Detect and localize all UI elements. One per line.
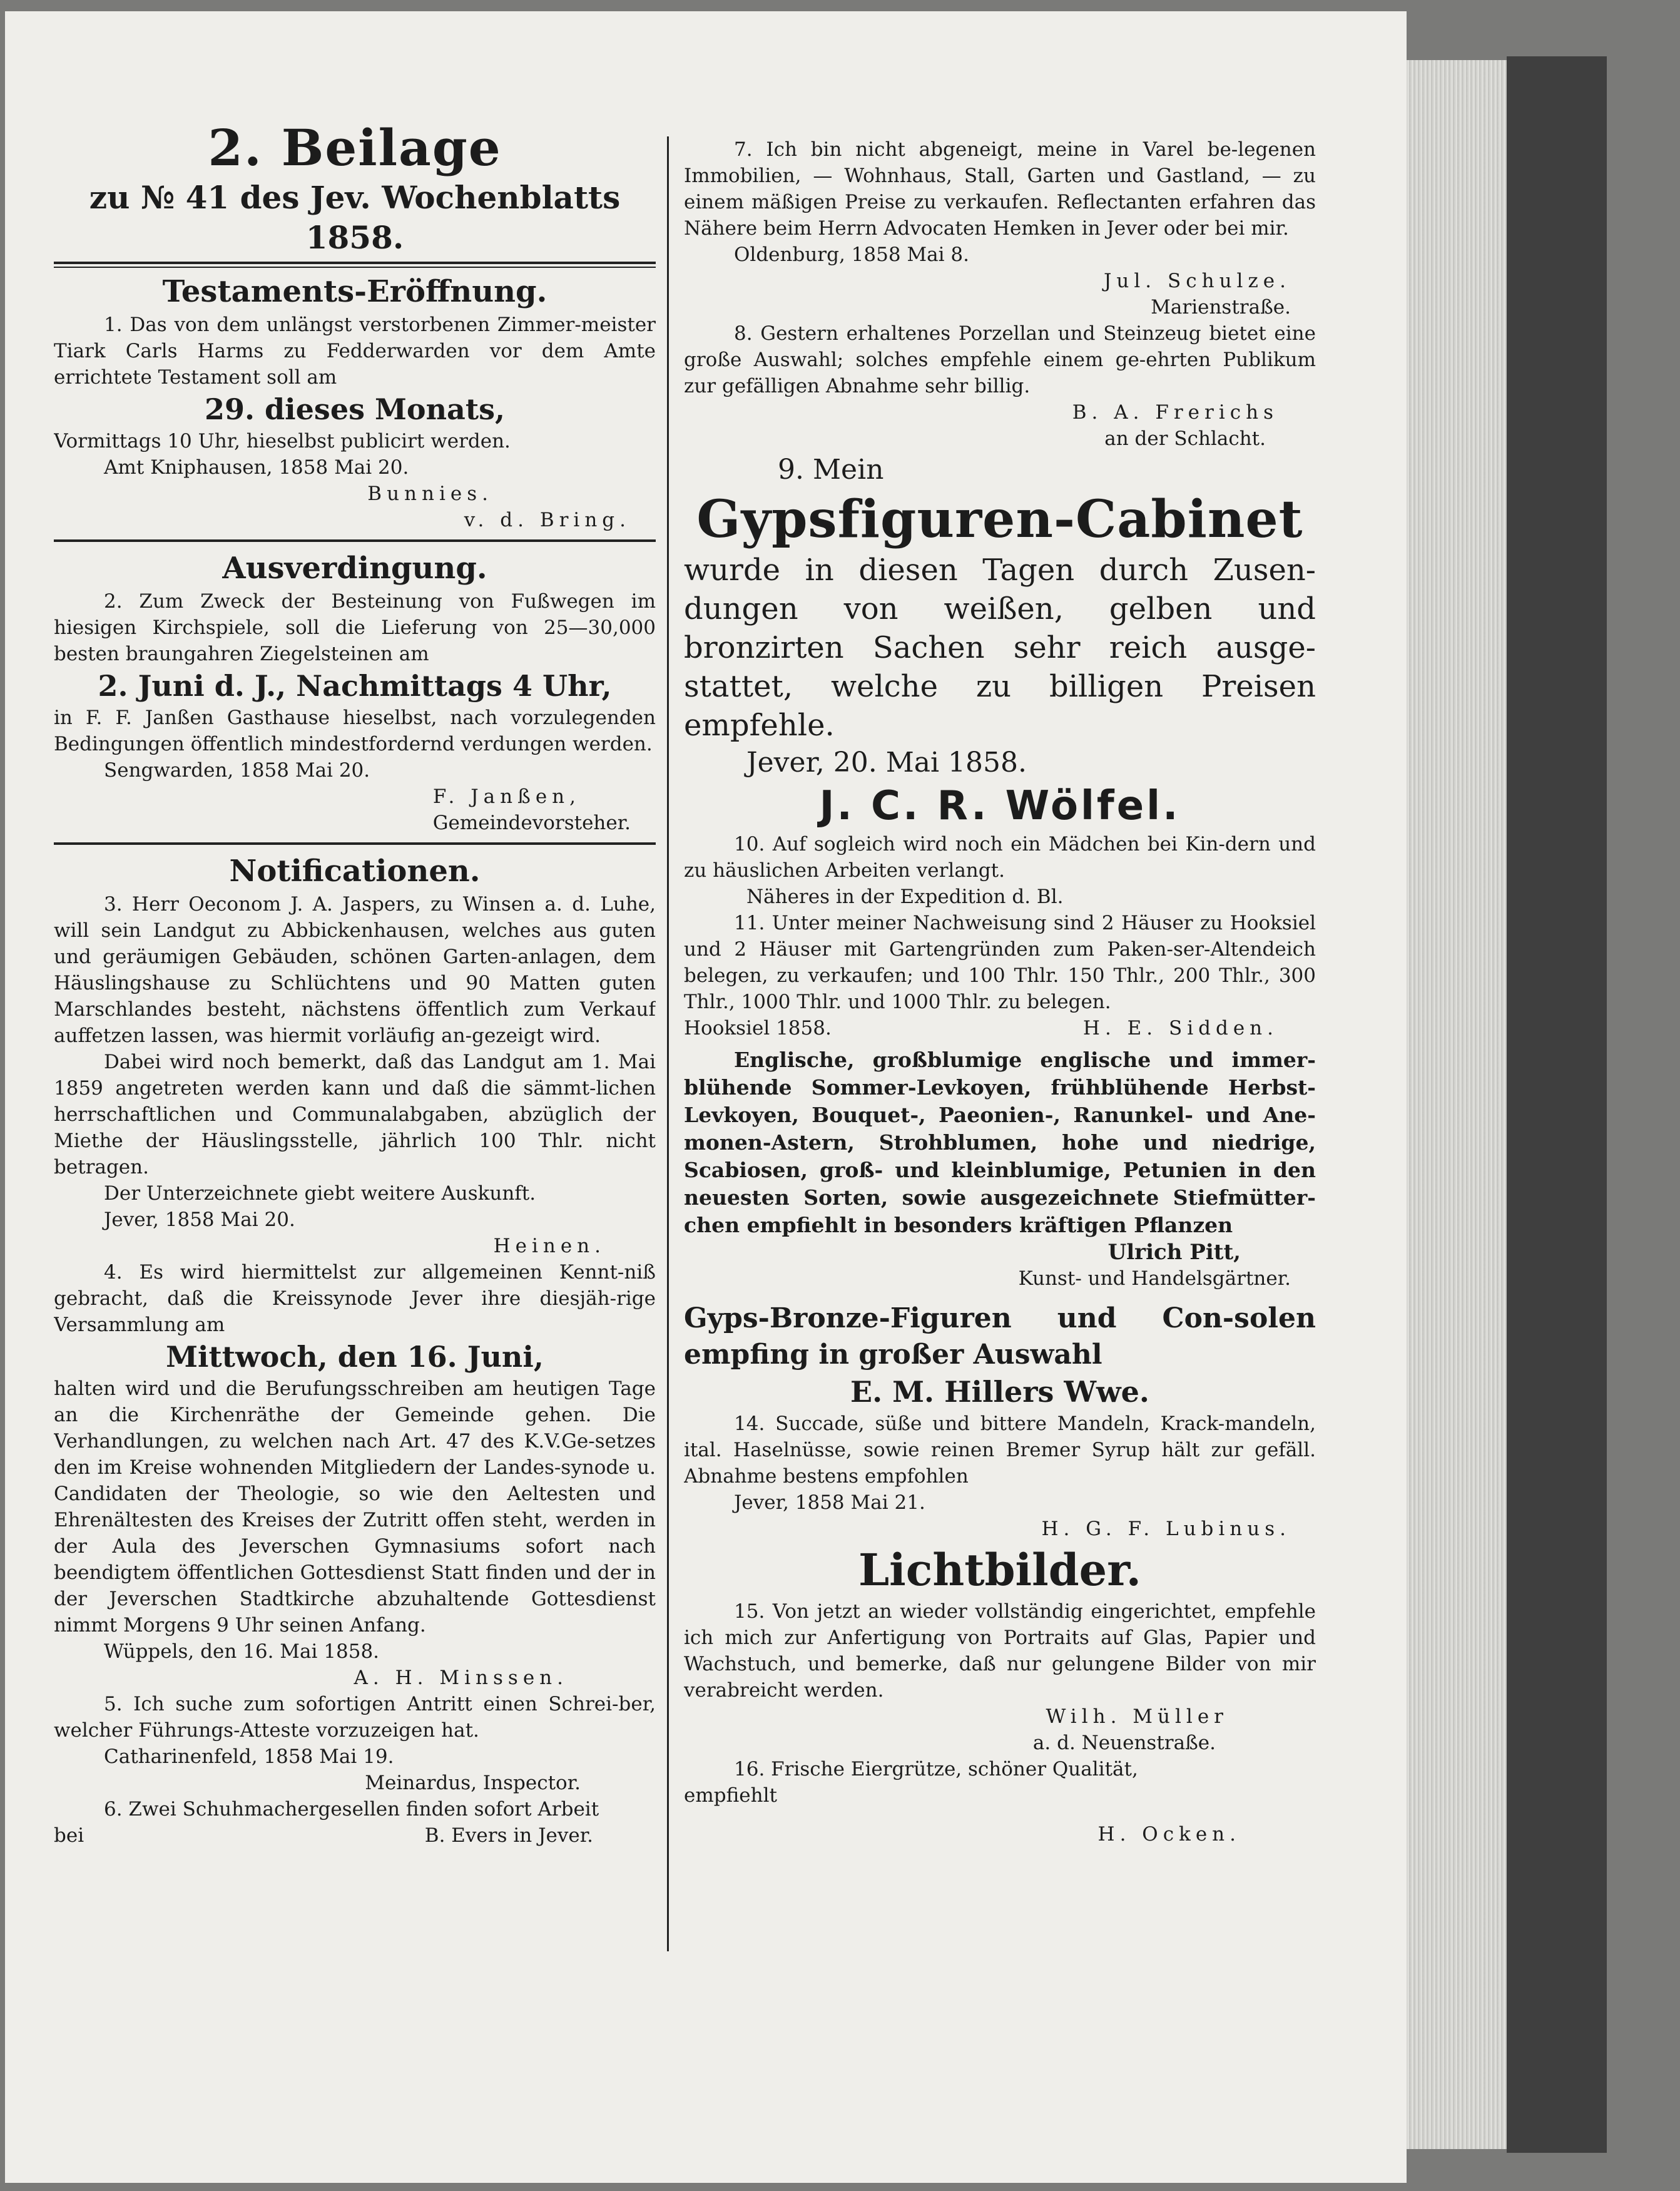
notice-6-line xyxy=(54,1822,656,1849)
notice-9-title: Gypsfiguren-Cabinet xyxy=(696,489,1303,549)
header-rule xyxy=(54,262,656,268)
notice-5-text: 5. Ich suche zum sofortigen Antritt einen Schrei-ber, welcher Führungs-Atteste vorzuzeigen hat. xyxy=(54,1693,656,1742)
notice-4-text: 4. Es wird hiermittelst zur allgemeinen Kennt-niß gebracht, daß die Kreissynode Jever ihre diesjäh-rige Versammlung am xyxy=(54,1261,656,1336)
notice-1-date: 29. dieses Monats, xyxy=(204,392,506,426)
notice-4-date: Mittwoch, den 16. Juni, xyxy=(166,1340,544,1374)
notice-9-signature: J. C. R. Wölfel. xyxy=(819,783,1181,829)
notice-1-signature-2: v. d. Bring. xyxy=(464,509,631,531)
notice-3-signature: Heinen. xyxy=(493,1235,606,1257)
section-title-ausverdingung: Ausverdingung. xyxy=(222,551,487,586)
notice-9-mein: Mein xyxy=(812,454,884,486)
notice-16-signature: H. Ocken. xyxy=(1097,1823,1241,1846)
notice-2-place: Sengwarden, 1858 Mai 20. xyxy=(104,759,370,782)
notice-6-signature: B. Evers in Jever. xyxy=(424,1824,593,1847)
notice-2-signature-2: Gemeindevorsteher. xyxy=(432,812,631,834)
notice-13-signature: E. M. Hillers Wwe. xyxy=(850,1375,1149,1409)
notice-12-signature-2: Kunst- und Handelsgärtner. xyxy=(1018,1267,1291,1290)
notice-3-text: 3. Herr Oeconom J. A. Jaspers, zu Winsen a. d. Luhe, will sein Landgut zu Abbickenhausen, welches aus guten und geräumigen Gebäuden, schönen Garten-anlagen, dem Häuslingshause zu Schlüchtens und 90 Matten guten Marschlandes besteht, nächstens öffentlich zum Verkauf auffetzen lassen, was hiermit vorläufig an-gezeigt wird. xyxy=(54,893,656,1047)
notice-4-signature: A. H. Minssen. xyxy=(354,1667,568,1689)
notice-7-signature: Jul. Schulze. xyxy=(1104,270,1291,292)
notice-3-text-3: Der Unterzeichnete giebt weitere Auskunft. xyxy=(104,1182,536,1205)
notice-9-place: Jever, 20. Mai 1858. xyxy=(746,747,1027,779)
notice-9-text: wurde in diesen Tagen durch Zusen-dungen von weißen, gelben und bronzirten Sachen sehr reich ausge-stattet, welche zu billigen Preisen empfehle. xyxy=(684,553,1316,743)
section-rule-1 xyxy=(54,539,656,542)
notice-11-signature: H. E. Sidden. xyxy=(1082,1017,1278,1039)
notice-10-text: 10. Auf sogleich wird noch ein Mädchen bei Kin-dern und zu häuslichen Arbeiten verlangt. xyxy=(684,833,1316,882)
notice-8-text: 8. Gestern erhaltenes Porzellan und Steinzeug bietet eine große Auswahl; solches empfehle einem ge-ehrten Publikum zur gefälligen Abnahme sehr billig. xyxy=(684,322,1316,397)
notice-1-place: Amt Kniphausen, 1858 Mai 20. xyxy=(104,456,409,479)
notice-4-place: Wüppels, den 16. Mai 1858. xyxy=(104,1640,380,1663)
notice-13-text: Gyps-Bronze-Figuren und Con-solen empfing in großer Auswahl xyxy=(684,1302,1316,1371)
notice-2-text-2: in F. F. Janßen Gasthause hieselbst, nach vorzulegenden Bedingungen öffentlich mindestfordernd verdungen werden. xyxy=(54,707,656,755)
notice-11-text: 11. Unter meiner Nachweisung sind 2 Häuser zu Hooksiel und 2 Häuser mit Gartengründen zum Paken-ser-Altendeich belegen, zu verkaufen; und 100 Thlr. 150 Thlr., 200 Thlr., 300 Thlr., 1000 Thlr. und 1000 Thlr. zu belegen. xyxy=(684,912,1316,1013)
notice-16-text-2: empfiehlt xyxy=(684,1784,777,1807)
notice-11-line xyxy=(684,1015,1316,1041)
right-column xyxy=(684,11,1316,2183)
notice-6-bei: bei xyxy=(54,1824,84,1847)
notice-4-text-2: halten wird und die Berufungsschreiben am heutigen Tage an die Kirchenräthe der Gemeinde gehen. Die Verhandlungen, zu welchen nach Art. 47 des K.V.Ge-setzes den im Kreise wohnenden Mitgliedern der Landes-synode u. Candidaten der Theologie, so wie den Aeltesten und Ehrenältesten des Kreises der Zutritt offen steht, werden in der Aula des Jeverschen Gymnasiums sofort nach beendigtem öffentlichen Gottesdienst Statt finden und der in der Jeverschen Stadtkirche abzuhaltende Gottesdienst nimmt Morgens 9 Uhr seinen Anfang. xyxy=(54,1377,656,1637)
notice-3-place: Jever, 1858 Mai 20. xyxy=(104,1208,295,1231)
newspaper-page xyxy=(5,11,1407,2183)
notice-12-signature: Ulrich Pitt, xyxy=(1107,1240,1241,1265)
supplement-title: 2. Beilage xyxy=(208,118,502,177)
notice-2-text: 2. Zum Zweck der Besteinung von Fußwegen im hiesigen Kirchspiele, soll die Lieferung von 25—30,000 besten braungahren Ziegelsteinen am xyxy=(54,590,656,665)
notice-1-text: 1. Das von dem unlängst verstorbenen Zimmer-meister Tiark Carls Harms zu Fedderwarden vor dem Amte errichtete Testament soll am xyxy=(54,314,656,389)
section-rule-2 xyxy=(54,842,656,845)
notice-15-signature: Wilh. Müller xyxy=(1046,1705,1228,1728)
notice-2-date: 2. Juni d. J., Nachmittags 4 Uhr, xyxy=(98,669,612,703)
notice-15-signature-2: a. d. Neuenstraße. xyxy=(1032,1732,1216,1754)
notice-3-text-2: Dabei wird noch bemerkt, daß das Landgut am 1. Mai 1859 angetreten werden kann und daß die sämmt-lichen herrschaftlichen und Communalabgaben, abzüglich der Miethe der Häuslingsstelle, jährlich 100 Thlr. nicht betragen. xyxy=(54,1051,656,1178)
notice-12-text: Englische, großblumige englische und immer-blühende Sommer-Levkoyen, frühblühende Herbst-Levkoyen, Bouquet-, Paeonien-, Ranunkel- und Ane-monen-Astern, Strohblumen, hohe und niedrige, Scabiosen, groß- und kleinblumige, Petunien in den neuesten Sorten, sowie ausgezeichnete Stiefmütter-chen empfiehlt in besonders kräftigen Pflanzen xyxy=(684,1048,1316,1237)
notice-7-place: Oldenburg, 1858 Mai 8. xyxy=(734,243,969,266)
notice-1-time: Vormittags 10 Uhr, hieselbst publicirt werden. xyxy=(54,430,511,452)
notice-7-signature-2: Marienstraße. xyxy=(1151,296,1291,319)
notice-1-signature: Bunnies. xyxy=(367,483,493,505)
notice-15-title: Lichtbilder. xyxy=(858,1544,1142,1596)
section-title-notificationen: Notificationen. xyxy=(229,854,481,889)
supplement-subtitle: zu № 41 des Jev. Wochenblatts 1858. xyxy=(89,179,621,256)
notice-9-number: 9. xyxy=(778,454,804,486)
left-column xyxy=(54,11,656,2183)
notice-7-text: 7. Ich bin nicht abgeneigt, meine in Varel be-legenen Immobilien, — Wohnhaus, Stall, Garten und Gastland, — zu einem mäßigen Preise zu verkaufen. Reflectanten erfahren das Nähere beim Herrn Advocaten Hemken in Jever oder bei mir. xyxy=(684,138,1316,240)
notice-14-text: 14. Succade, süße und bittere Mandeln, Krack-mandeln, ital. Haselnüsse, sowie reinen Bremer Syrup hält zur gefäll. Abnahme bestens empfohlen xyxy=(684,1412,1316,1488)
notice-15-text: 15. Von jetzt an wieder vollständig eingerichtet, empfehle ich mich zur Anfertigung von Portraits auf Glas, Papier und Wachstuch, und bemerke, daß nur gelungene Bilder von mir verabreicht werden. xyxy=(684,1600,1316,1702)
book-cover xyxy=(1507,56,1607,2153)
notice-8-signature: B. A. Frerichs xyxy=(1072,401,1278,424)
notice-5-signature: Meinardus, Inspector. xyxy=(365,1772,581,1794)
notice-6-text: 6. Zwei Schuhmachergesellen finden sofort Arbeit xyxy=(104,1798,599,1821)
column-divider xyxy=(667,136,669,1951)
notice-11-place: Hooksiel 1858. xyxy=(684,1017,832,1039)
book-page-edges xyxy=(1407,60,1507,2149)
notice-10-text-2: Näheres in der Expedition d. Bl. xyxy=(746,886,1064,908)
notice-9-heading xyxy=(684,452,1316,488)
notice-8-signature-2: an der Schlacht. xyxy=(1104,427,1266,450)
right-top-spacer xyxy=(684,11,1316,136)
notice-16-text: 16. Frische Eiergrütze, schöner Qualität, xyxy=(734,1758,1138,1780)
section-title-testament: Testaments-Eröffnung. xyxy=(162,274,547,309)
notice-14-place: Jever, 1858 Mai 21. xyxy=(734,1491,925,1514)
notice-14-signature: H. G. F. Lubinus. xyxy=(1041,1518,1291,1540)
notice-2-signature: F. Janßen, xyxy=(432,785,581,808)
notice-5-place: Catharinenfeld, 1858 Mai 19. xyxy=(104,1745,394,1768)
